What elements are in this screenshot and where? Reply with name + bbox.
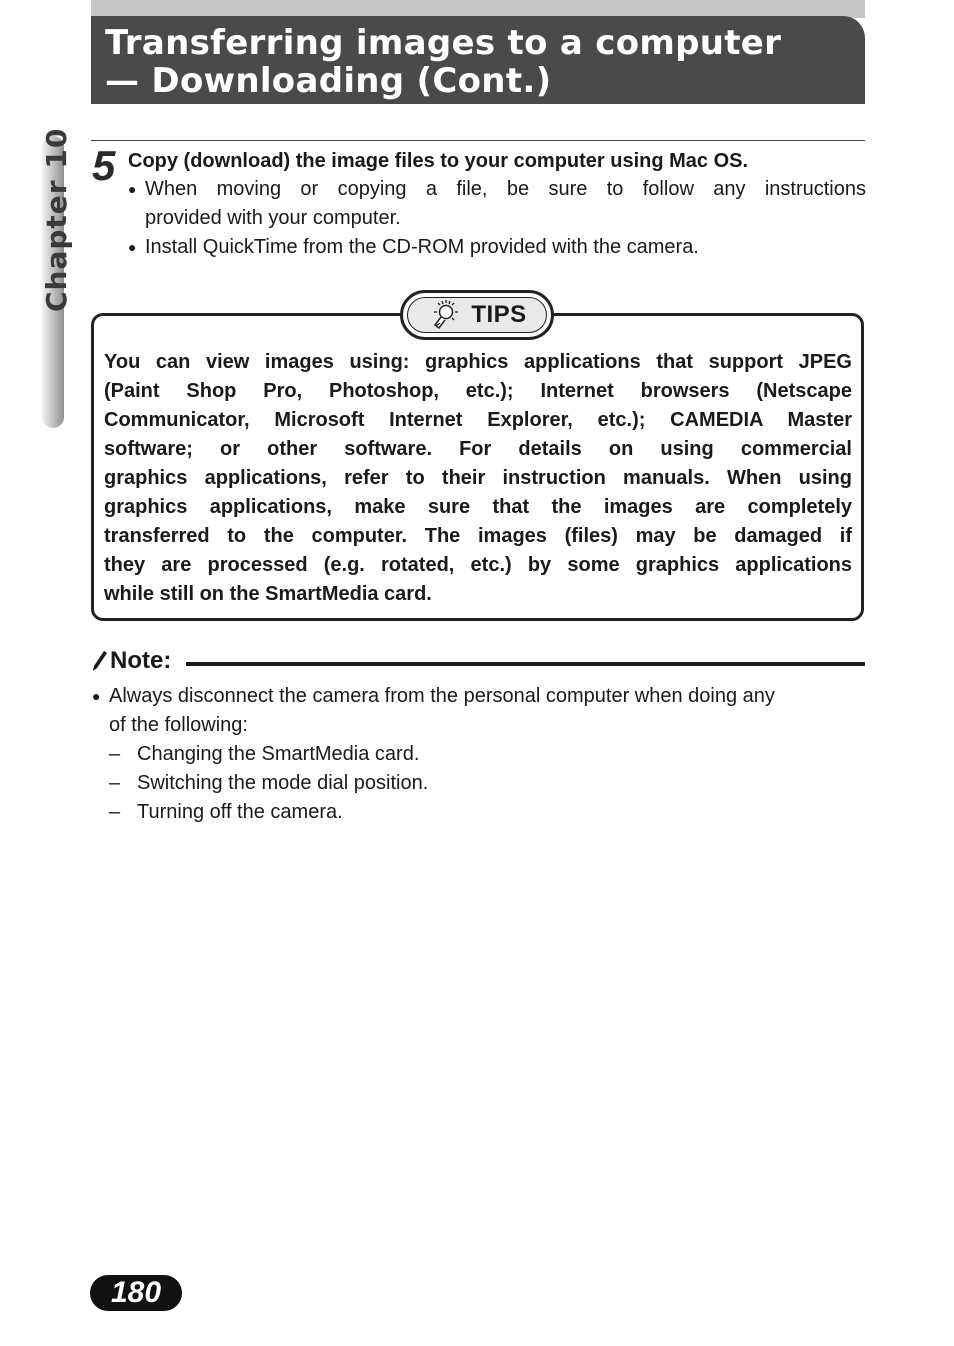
list-item <box>92 682 866 740</box>
page-title-line-2: — Downloading (Cont.) <box>105 61 552 101</box>
sub-list-item <box>92 769 866 798</box>
bullet-icon: ● <box>128 239 137 255</box>
list-item <box>128 175 866 233</box>
note-text-continued: of the following: <box>109 714 248 736</box>
sub-list-item <box>92 740 866 769</box>
note-label: Note: <box>110 647 172 674</box>
bullet-text: Install QuickTime from the CD-ROM provided with the camera. <box>145 236 699 258</box>
tips-line: software; or other software. For details on using commercial <box>104 438 852 460</box>
sub-item-text: Switching the mode dial position. <box>137 772 429 794</box>
bullet-text: When moving or copying a file, be sure to follow any instructions <box>145 178 866 200</box>
tips-line: You can view images using: graphics applications that support JPEG <box>104 351 852 373</box>
tips-line: (Paint Shop Pro, Photoshop, etc.); Internet browsers (Netscape <box>104 380 852 402</box>
section-divider <box>91 140 865 141</box>
sub-list-item <box>92 798 866 827</box>
pencil-icon <box>92 650 108 672</box>
note-rule <box>186 662 865 666</box>
step-number: 5 <box>92 142 116 189</box>
tips-badge <box>400 290 554 340</box>
tips-label: TIPS <box>471 301 527 328</box>
dash-marker: – <box>109 743 121 765</box>
tips-line: they are processed (e.g. rotated, etc.) by some graphics applications <box>104 554 852 576</box>
dash-marker: – <box>109 772 121 794</box>
lightbulb-icon <box>427 299 461 331</box>
tips-line: while still on the SmartMedia card. <box>104 583 432 605</box>
tips-body <box>104 348 852 609</box>
note-text: Always disconnect the camera from the personal computer when doing any <box>109 685 775 707</box>
tips-line: graphics applications, refer to their instruction manuals. When using <box>104 467 852 489</box>
title-banner <box>91 16 865 104</box>
tips-line: graphics applications, make sure that the images are completely <box>104 496 852 518</box>
step-heading: Copy (download) the image files to your computer using Mac OS. <box>128 150 749 172</box>
page-number-badge <box>90 1275 182 1311</box>
page-title-line-1: Transferring images to a computer <box>105 23 782 63</box>
bullet-icon: ● <box>92 688 101 704</box>
bullet-text-continued: provided with your computer. <box>145 207 401 229</box>
list-item <box>128 233 866 262</box>
dash-marker: – <box>109 801 121 823</box>
sub-item-text: Turning off the camera. <box>137 801 343 823</box>
note-list <box>92 682 866 827</box>
page-number: 180 <box>110 1276 162 1309</box>
tips-line: transferred to the computer. The images (files) may be damaged if <box>104 525 852 547</box>
bullet-icon: ● <box>128 181 137 197</box>
tips-line: Communicator, Microsoft Internet Explorer, etc.); CAMEDIA Master <box>104 409 852 431</box>
chapter-label: Chapter 10 <box>40 127 73 312</box>
sub-item-text: Changing the SmartMedia card. <box>137 743 420 765</box>
step-bullet-list <box>128 175 866 262</box>
